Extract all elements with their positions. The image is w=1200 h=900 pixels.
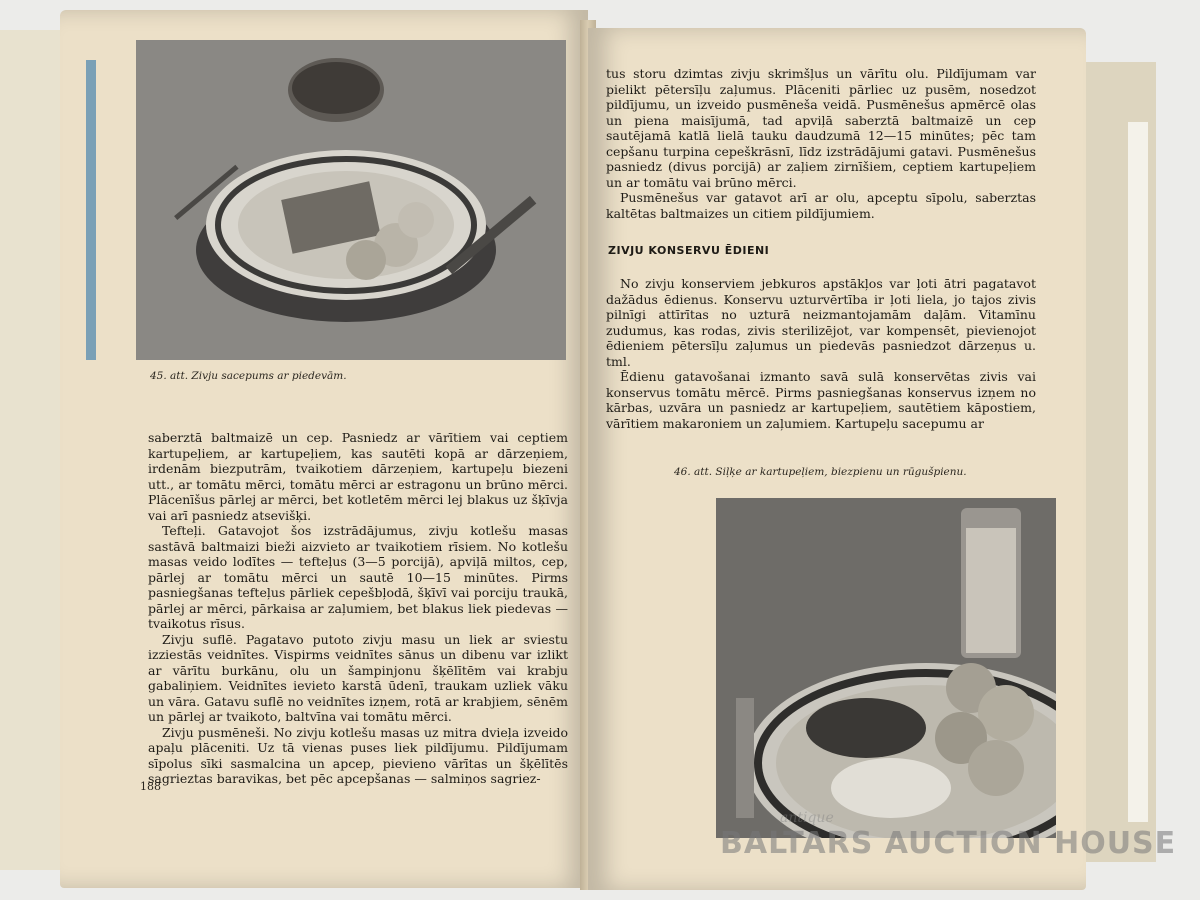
bookmark-strip <box>86 60 96 360</box>
left-page-text <box>148 430 568 787</box>
paragraph-sufle: Zivju suflē. Pagatavo putoto zivju masu un liek ar sviestu izziestās veidnītes. Vispirms veidnītes sānus un dibenu var izlikt ar vārītu burkānu, olu un šampinjonu šķēlītēm vai krabju gabaliņiem. Veidnītes ievieto karstā ūdenī, traukam uzliek vāku un vāra. Gatavu suflē no veidnītes izņem, rotā ar krabjiem, sēnēm un pārlej ar tvaikoto, baltvīna vai tomātu mērci. <box>148 631 568 724</box>
right-page-top-text <box>606 66 1036 221</box>
paragraph-konservi: No zivju konserviem jebkuros apstākļos var ļoti ātri pagatavot dažādus ēdienus. Konservu uzturvērtība ir ļoti liela, jo tajos zivis pilnīgi attīrītas no uzturā neizmantojamām daļām. Vitamīnu zudumus, kas rodas, zivis sterilizējot, var kompensēt, pievienojot ēdieniem pētersīļu zaļumus un piedevās pasniedzot dārzeņus u. tml. <box>606 276 1036 369</box>
paragraph-pusmenesi-variant: Pusmēnešus var gatavot arī ar olu, apceptu sīpolu, saberztas kaltētas baltmaizes un citiem pildījumiem. <box>606 190 1036 221</box>
watermark-logo: BALTARS AUCTION HOUSE <box>720 826 1177 861</box>
section-heading: ZIVJU KONSERVU ĒDIENI <box>608 244 770 257</box>
book-cover-right-edge <box>1085 62 1156 862</box>
left-page <box>60 10 588 888</box>
photo-fish-casserole-image <box>136 40 566 360</box>
paragraph-gatavosana: Ēdienu gatavošanai izmanto savā sulā konservētas zivis vai konservus tomātu mērcē. Pirms pasniegšanas konservus izņem no kārbas, uzvāra un pasniedz ar kartupeļiem, sautētiem kāpostiem, vārītiem makaroniem un zaļumiem. Kartupeļu sacepumu ar <box>606 369 1036 431</box>
paragraph-kartupeli: saberztā baltmaizē un cep. Pasniedz ar vārītiem vai ceptiem kartupeļiem, ar kartupeļiem, kas sautēti kopā ar dārzeņiem, irdenām biezputrām, tvaikotiem dārzeņiem, kartupeļu biezeni utt., ar tomātu mērci, tomātu mērci ar estragonu un brūno mērci. Plācenīšus pārlej ar mērci, bet kotletēm mērci lej blakus uz šķīvja vai arī pasniedz atsevišķi. <box>148 430 568 523</box>
photo-herring-potatoes-image <box>716 498 1056 838</box>
paragraph-pusmenesi-cont: tus storu dzimtas zivju skrimšļus un vārītu olu. Pildījumam var pielikt pētersīļu zaļumus. Plāceniti pārliec uz pusēm, nosedzot pildījumu, un izveido pusmēneša veidā. Pusmēnešus apmērcē olas un piena maisījumā, tad apviļā saberztā baltmaizē un cep sautējamā katlā lielā tauku daudzumā 12—15 minūtes; pēc tam cepšanu turpina cepeškrāsnī, līdz izstrādājumi gatavi. Pusmēnešus pasniedz (divus porcijā) ar zaļiem zirnīšiem, ceptiem kartupeļiem un ar tomātu vai brūno mērci. <box>606 66 1036 190</box>
right-page <box>588 28 1086 890</box>
figure-46-caption: 46. att. Siļķe ar kartupeļiem, biezpienu un rūgušpienu. <box>674 466 967 478</box>
figure-45-caption: 45. att. Zivju sacepums ar piedevām. <box>150 370 347 382</box>
photo-herring-potatoes <box>716 498 1056 838</box>
photo-fish-casserole <box>136 40 566 360</box>
paragraph-tefteli: Tefteļi. Gatavojot šos izstrādājumus, zivju kotlešu masas sastāvā baltmaizi bieži aizvieto ar tvaikotiem rīsiem. No kotlešu masas veido lodītes — tefteļus (3—5 porcijā), apviļā miltos, cep, pārlej ar tomātu mērci un sautē 10—15 minūtes. Pirms pasniegšanas tefteļus pārliek cepešbļodā, šķīvī vai porciju traukā, pārlej ar mērci, pārkaisa ar zaļumiem, bet blakus liek piedevas — tvaikotus rīsus. <box>148 523 568 631</box>
right-page-mid-text <box>606 276 1036 431</box>
page-edges <box>1128 122 1148 822</box>
paragraph-pusmenesi: Zivju pusmēneši. No zivju kotlešu masas uz mitra dvieļa izveido apaļu plāceniti. Uz tā vienas puses liek pildījumu. Pildījumam sīpolus sīki sasmalcina un apcep, pievieno vārītas un šķēlītēs sagrieztas baravikas, bet pēc apcepšanas — salmiņos sagriez- <box>148 724 568 786</box>
page-number: 188 <box>140 780 161 793</box>
watermark-subtitle: antique <box>780 810 834 826</box>
